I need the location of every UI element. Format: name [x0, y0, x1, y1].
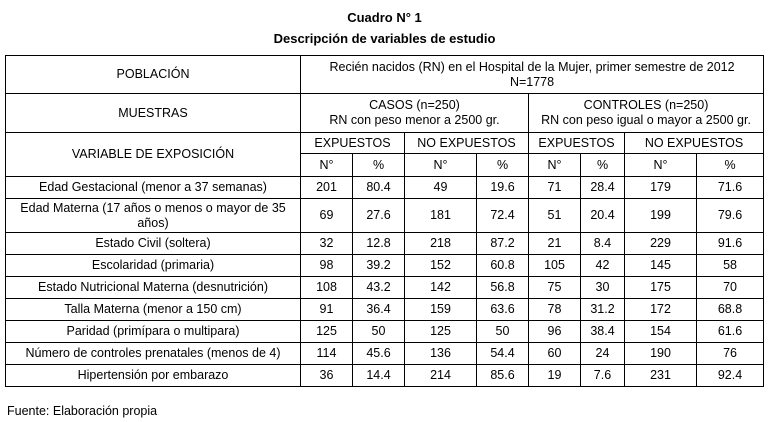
- value-cell: 19: [529, 365, 581, 387]
- variable-cell: Número de controles prenatales (menos de 4): [6, 343, 301, 365]
- value-cell: 32: [301, 233, 353, 255]
- value-cell: 79.6: [697, 199, 764, 233]
- value-cell: 125: [405, 321, 477, 343]
- header-row-muestras: [6, 94, 764, 133]
- value-cell: 54.4: [477, 343, 529, 365]
- value-cell: 56.8: [477, 277, 529, 299]
- value-cell: 190: [625, 343, 697, 365]
- value-cell: 71: [529, 177, 581, 199]
- value-cell: 68.8: [697, 299, 764, 321]
- poblacion-description: [301, 56, 764, 94]
- value-cell: 114: [301, 343, 353, 365]
- value-cell: 51: [529, 199, 581, 233]
- source-footnote: Fuente: Elaboración propia: [7, 404, 158, 418]
- value-cell: 172: [625, 299, 697, 321]
- value-cell: 92.4: [697, 365, 764, 387]
- value-cell: 72.4: [477, 199, 529, 233]
- value-cell: 24: [581, 343, 625, 365]
- controles-line1: CONTROLES (n=250): [583, 98, 709, 112]
- value-cell: 38.4: [581, 321, 625, 343]
- n-header: N°: [529, 154, 581, 177]
- controles-expuestos-header: EXPUESTOS: [529, 133, 625, 154]
- value-cell: 175: [625, 277, 697, 299]
- value-cell: 61.6: [697, 321, 764, 343]
- value-cell: 108: [301, 277, 353, 299]
- value-cell: 154: [625, 321, 697, 343]
- value-cell: 42: [581, 255, 625, 277]
- value-cell: 27.6: [353, 199, 405, 233]
- study-variables-table: [5, 55, 764, 387]
- casos-no-expuestos-header: NO EXPUESTOS: [405, 133, 529, 154]
- value-cell: 36: [301, 365, 353, 387]
- value-cell: 231: [625, 365, 697, 387]
- variable-cell: Paridad (primípara o multipara): [6, 321, 301, 343]
- table-title: Cuadro N° 1: [347, 10, 422, 25]
- value-cell: 8.4: [581, 233, 625, 255]
- casos-header: [301, 94, 529, 133]
- value-cell: 45.6: [353, 343, 405, 365]
- value-cell: 96: [529, 321, 581, 343]
- value-cell: 218: [405, 233, 477, 255]
- value-cell: 31.2: [581, 299, 625, 321]
- table-row: [6, 277, 764, 299]
- table-row: [6, 343, 764, 365]
- value-cell: 75: [529, 277, 581, 299]
- value-cell: 71.6: [697, 177, 764, 199]
- value-cell: 145: [625, 255, 697, 277]
- value-cell: 58: [697, 255, 764, 277]
- value-cell: 20.4: [581, 199, 625, 233]
- value-cell: 80.4: [353, 177, 405, 199]
- pct-header: %: [581, 154, 625, 177]
- value-cell: 39.2: [353, 255, 405, 277]
- value-cell: 19.6: [477, 177, 529, 199]
- value-cell: 12.8: [353, 233, 405, 255]
- table-row: [6, 177, 764, 199]
- value-cell: 49: [405, 177, 477, 199]
- casos-line2: RN con peso menor a 2500 gr.: [329, 113, 500, 127]
- value-cell: 63.6: [477, 299, 529, 321]
- value-cell: 36.4: [353, 299, 405, 321]
- value-cell: 85.6: [477, 365, 529, 387]
- value-cell: 136: [405, 343, 477, 365]
- value-cell: 159: [405, 299, 477, 321]
- table-row: [6, 233, 764, 255]
- pct-header: %: [477, 154, 529, 177]
- value-cell: 43.2: [353, 277, 405, 299]
- poblacion-line2: N=1778: [509, 74, 555, 89]
- table-row: [6, 255, 764, 277]
- table-row: [6, 199, 764, 233]
- value-cell: 50: [353, 321, 405, 343]
- variable-cell: Hipertensión por embarazo: [6, 365, 301, 387]
- value-cell: 60: [529, 343, 581, 365]
- value-cell: 179: [625, 177, 697, 199]
- variable-cell: Edad Materna (17 años o menos o mayor de 35 años): [6, 199, 301, 233]
- poblacion-label: POBLACIÓN: [6, 56, 301, 94]
- muestras-label: MUESTRAS: [6, 94, 301, 133]
- variable-cell: Edad Gestacional (menor a 37 semanas): [6, 177, 301, 199]
- variable-cell: Estado Civil (soltera): [6, 233, 301, 255]
- value-cell: 60.8: [477, 255, 529, 277]
- value-cell: 201: [301, 177, 353, 199]
- controles-no-expuestos-header: NO EXPUESTOS: [625, 133, 764, 154]
- variable-cell: Escolaridad (primaria): [6, 255, 301, 277]
- value-cell: 98: [301, 255, 353, 277]
- poblacion-line1: Recién nacidos (RN) en el Hospital de la Mujer, primer semestre de 2012: [329, 59, 735, 74]
- table-subtitle: Descripción de variables de estudio: [273, 31, 496, 46]
- value-cell: 30: [581, 277, 625, 299]
- value-cell: 14.4: [353, 365, 405, 387]
- value-cell: 7.6: [581, 365, 625, 387]
- table-row: [6, 321, 764, 343]
- header-row-exposure: [6, 133, 764, 154]
- n-header: N°: [301, 154, 353, 177]
- value-cell: 199: [625, 199, 697, 233]
- value-cell: 78: [529, 299, 581, 321]
- value-cell: 76: [697, 343, 764, 365]
- casos-expuestos-header: EXPUESTOS: [301, 133, 405, 154]
- controles-header: [529, 94, 764, 133]
- pct-header: %: [697, 154, 764, 177]
- value-cell: 69: [301, 199, 353, 233]
- value-cell: 91.6: [697, 233, 764, 255]
- table-row: [6, 365, 764, 387]
- value-cell: 87.2: [477, 233, 529, 255]
- value-cell: 181: [405, 199, 477, 233]
- n-header: N°: [405, 154, 477, 177]
- value-cell: 105: [529, 255, 581, 277]
- casos-line1: CASOS (n=250): [369, 98, 460, 112]
- header-row-poblacion: [6, 56, 764, 94]
- variable-cell: Talla Materna (menor a 150 cm): [6, 299, 301, 321]
- n-header: N°: [625, 154, 697, 177]
- value-cell: 50: [477, 321, 529, 343]
- value-cell: 91: [301, 299, 353, 321]
- value-cell: 229: [625, 233, 697, 255]
- value-cell: 152: [405, 255, 477, 277]
- table-row: [6, 299, 764, 321]
- value-cell: 214: [405, 365, 477, 387]
- value-cell: 125: [301, 321, 353, 343]
- value-cell: 28.4: [581, 177, 625, 199]
- variable-label: VARIABLE DE EXPOSICIÓN: [6, 133, 301, 177]
- value-cell: 70: [697, 277, 764, 299]
- controles-line2: RN con peso igual o mayor a 2500 gr.: [541, 113, 751, 127]
- variable-cell: Estado Nutricional Materna (desnutrición): [6, 277, 301, 299]
- pct-header: %: [353, 154, 405, 177]
- value-cell: 21: [529, 233, 581, 255]
- value-cell: 142: [405, 277, 477, 299]
